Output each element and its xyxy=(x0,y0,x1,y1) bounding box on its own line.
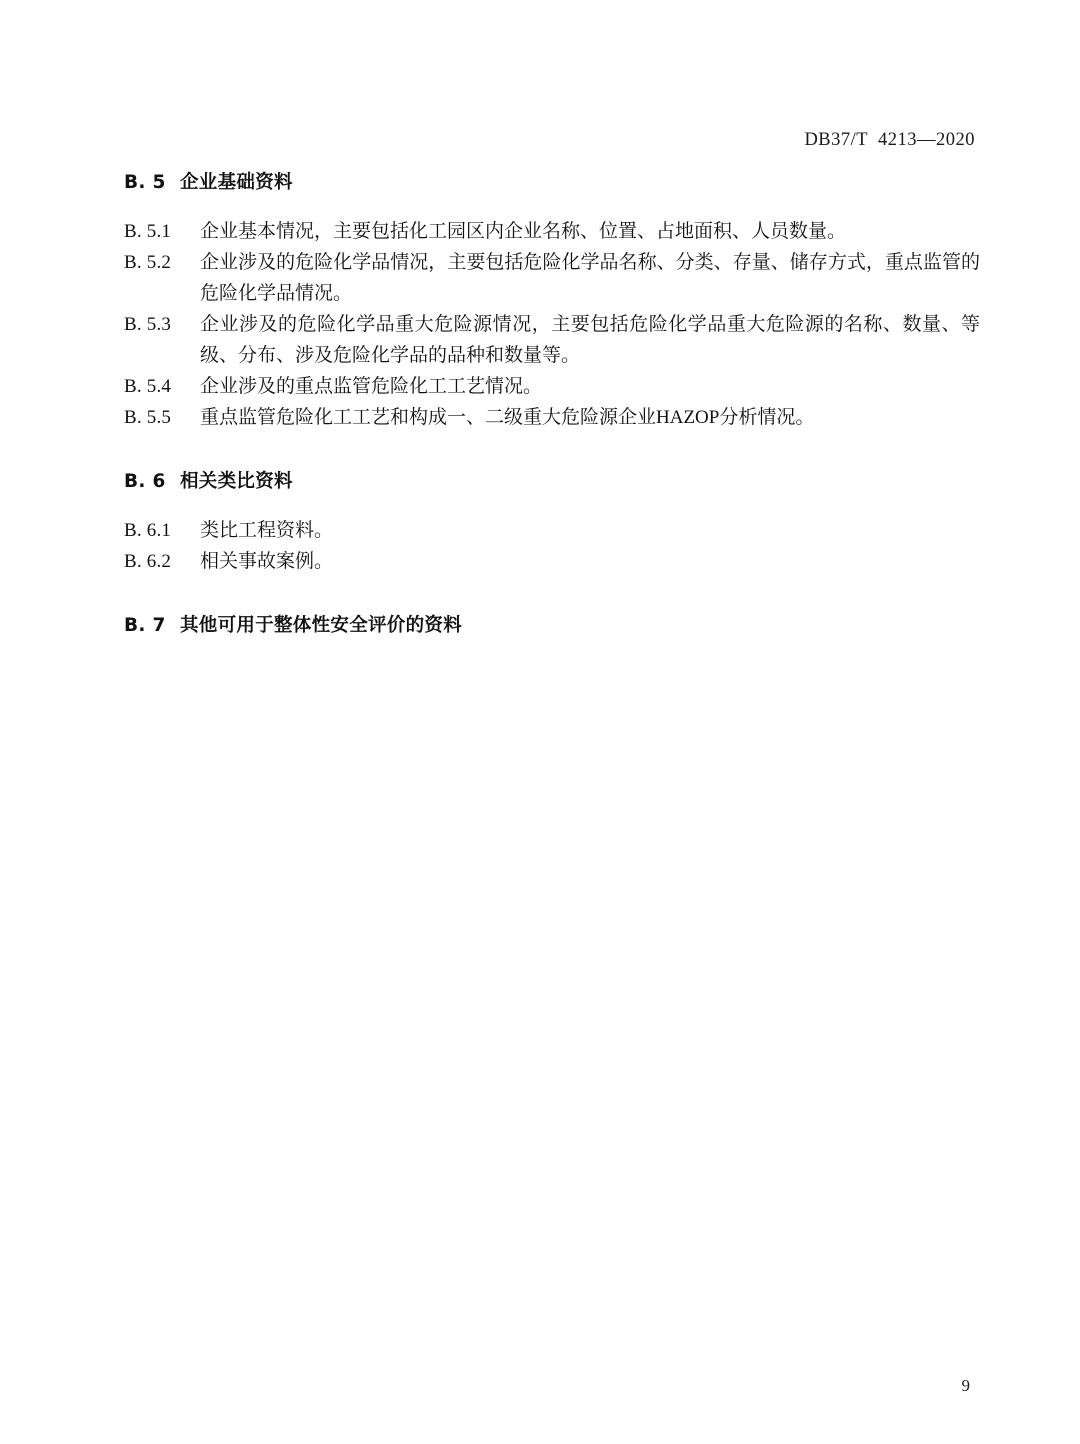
section-title-b5: 企业基础资料 xyxy=(180,172,293,193)
paragraph-number: B. 5.2 xyxy=(124,252,172,273)
paragraph-text: 类比工程资料。 xyxy=(200,520,334,541)
paragraph-list-b6 xyxy=(124,515,980,577)
paragraph-item xyxy=(124,402,980,433)
section-number-b5: B. 5 xyxy=(124,172,166,193)
section-heading-b6 xyxy=(124,467,980,493)
paragraph-item xyxy=(124,546,980,577)
paragraph-number: B. 5.3 xyxy=(124,314,172,335)
paragraph-item xyxy=(124,515,980,546)
paragraph-text: 企业涉及的危险化学品情况，主要包括危险化学品名称、分类、存量、储存方式，重点监管的危险化学品情况。 xyxy=(200,252,980,304)
paragraph-number: B. 5.1 xyxy=(124,221,172,242)
section-number-b7: B. 7 xyxy=(124,615,166,636)
paragraph-number: B. 6.2 xyxy=(124,551,172,572)
document-body xyxy=(124,168,980,637)
paragraph-text: 企业涉及的危险化学品重大危险源情况，主要包括危险化学品重大危险源的名称、数量、等级、分布、涉及危险化学品的品种和数量等。 xyxy=(200,314,980,366)
paragraph-text: 企业基本情况，主要包括化工园区内企业名称、位置、占地面积、人员数量。 xyxy=(200,221,847,242)
section-title-b6: 相关类比资料 xyxy=(180,471,293,492)
paragraph-number: B. 5.5 xyxy=(124,407,172,428)
page-number: 9 xyxy=(961,1376,970,1395)
paragraph-text: 重点监管危险化工工艺和构成一、二级重大危险源企业HAZOP分析情况。 xyxy=(200,407,815,428)
section-number-b6: B. 6 xyxy=(124,471,166,492)
paragraph-text: 相关事故案例。 xyxy=(200,551,334,572)
paragraph-item xyxy=(124,371,980,402)
paragraph-number: B. 6.1 xyxy=(124,520,172,541)
section-title-b7: 其他可用于整体性安全评价的资料 xyxy=(180,615,463,636)
page-header-standard-code: DB37/T 4213—2020 xyxy=(804,130,975,150)
paragraph-item xyxy=(124,309,980,371)
paragraph-text: 企业涉及的重点监管危险化工工艺情况。 xyxy=(200,376,543,397)
section-heading-b5 xyxy=(124,168,980,194)
paragraph-number: B. 5.4 xyxy=(124,376,172,397)
paragraph-item xyxy=(124,216,980,247)
paragraph-list-b5 xyxy=(124,216,980,433)
paragraph-item xyxy=(124,247,980,309)
section-heading-b7 xyxy=(124,611,980,637)
